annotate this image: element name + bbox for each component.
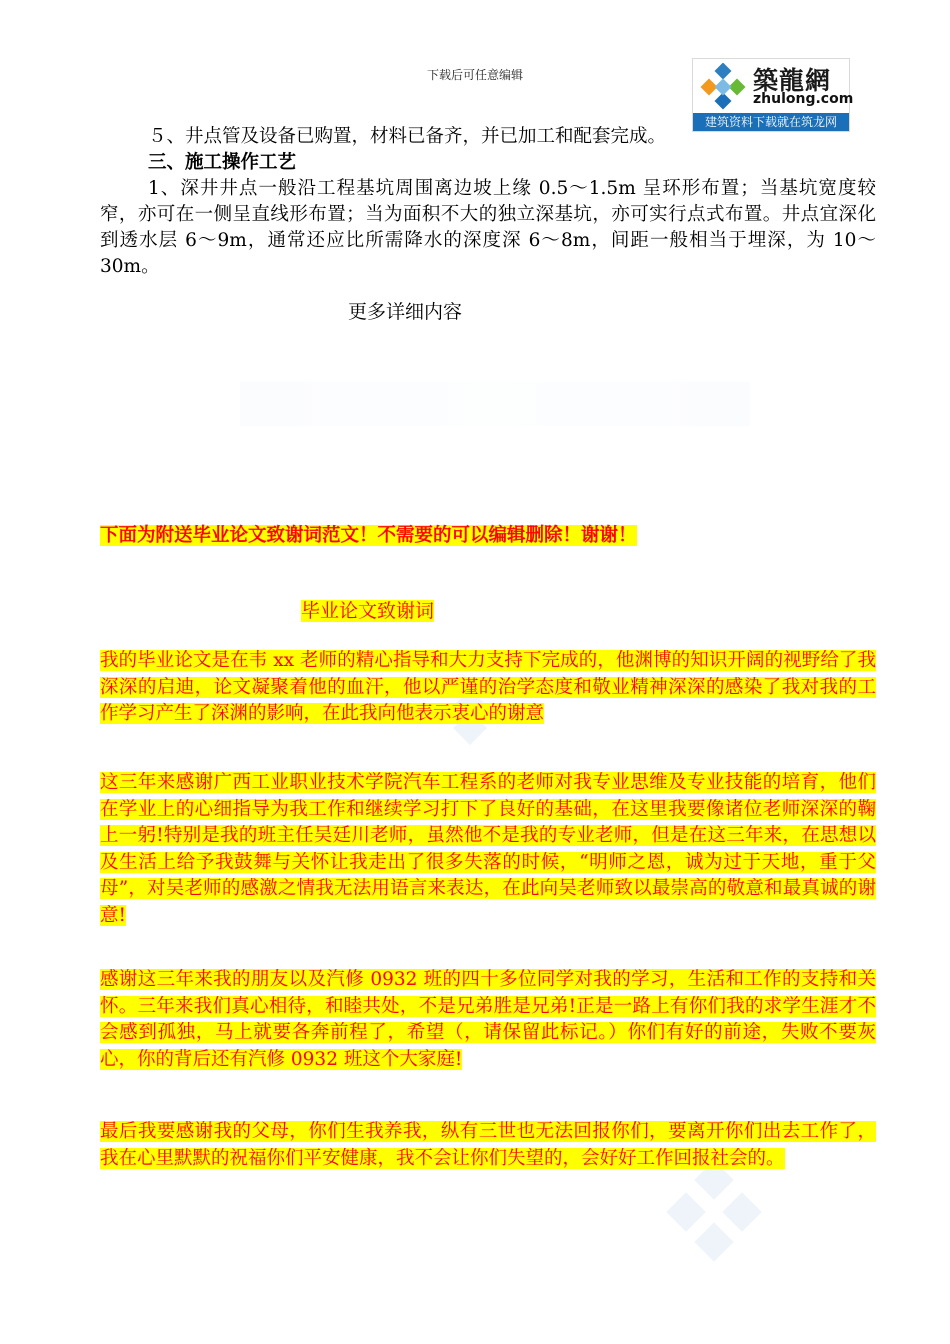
header-note: 下载后可任意编辑 bbox=[426, 68, 523, 82]
section-3-title: 三、施工操作工艺 bbox=[148, 152, 297, 173]
appendix-title-text: 毕业论文致谢词 bbox=[301, 600, 435, 622]
item-5: ５、井点管及设备已购置，材料已备齐，并已加工和配套完成。 bbox=[148, 126, 667, 147]
thanks-paragraph-2-text: 这三年来感谢广西工业职业技术学院汽车工程系的老师对我专业思维及专业技能的培育，他们在学业上的心细指导为我工作和继续学习打下了良好的基础，在这里我要像诸位老师深深的鞠上一躬!特别是我的班主任吴廷川老师，虽然他不是我的专业老师，但是在这三年来，在思想以及生活上给予我鼓舞与关怀让我走出了很多失落的时候，“明师之恩，诚为过于天地，重于父母”，对吴老师的感激之情我无法用语言来表达，在此向吴老师致以最崇高的敬意和最真诚的谢意! bbox=[100, 772, 876, 926]
item-1-paragraph: 1、深井井点一般沿工程基坑周围离边坡上缘 0.5～1.5m 呈环形布置；当基坑宽度较窄，亦可在一侧呈直线形布置；当为面积不大的独立深基坑，亦可实行点式布置。井点宜深化到透水层 6～9m，通常还应比所需降水的深度深 6～8m，间距一般相当于埋深，为 10～30m。 bbox=[100, 178, 876, 277]
thanks-paragraph-2 bbox=[100, 770, 876, 929]
thanks-paragraph-3 bbox=[100, 967, 876, 1073]
thanks-paragraph-3-text: 感谢这三年来我的朋友以及汽修 0932 班的四十多位同学对我的学习，生活和工作的支持和关怀。三年来我们真心相待，和睦共处，不是兄弟胜是兄弟!正是一路上有你们我的求学生涯才不会感到孤独，马上就要各奔前程了，希望（，请保留此标记。）你们有好的前途，失败不要灰心，你的背后还有汽修 0932 班这个大家庭! bbox=[100, 969, 876, 1070]
logo-diamond-icon bbox=[699, 63, 747, 111]
logo-name-en: zhulong.com bbox=[753, 91, 854, 107]
thanks-paragraph-4-text: 最后我要感谢我的父母，你们生我养我，纵有三世也无法回报你们，要离开你们出去工作了，我在心里默默的祝福你们平安健康，我不会让你们失望的，会好好工作回报社会的。 bbox=[100, 1121, 876, 1169]
appendix-notice-text: 下面为附送毕业论文致谢词范文！不需要的可以编辑删除！谢谢！ bbox=[100, 525, 637, 546]
thanks-paragraph-1-text: 我的毕业论文是在韦 xx 老师的精心指导和大力支持下完成的，他渊博的知识开阔的视野给了我深深的启迪，论文凝聚着他的血汗，他以严谨的治学态度和敬业精神深深的感染了我对我的工作学习产生了深渊的影响，在此我向他表示衷心的谢意 bbox=[100, 650, 876, 724]
logo-slogan: 建筑资料下载就在筑龙网 bbox=[693, 113, 849, 131]
more-details-link[interactable]: 更多详细内容 bbox=[348, 301, 463, 323]
zhulong-logo bbox=[692, 58, 854, 132]
thanks-paragraph-1 bbox=[100, 648, 876, 728]
watermark-band bbox=[240, 382, 750, 426]
logo-name-cn: 築龍網 bbox=[753, 66, 832, 95]
watermark-diamond-icon-2 bbox=[660, 1158, 770, 1268]
thanks-paragraph-4 bbox=[100, 1119, 876, 1172]
appendix-notice bbox=[100, 523, 876, 549]
appendix-title bbox=[301, 598, 434, 624]
